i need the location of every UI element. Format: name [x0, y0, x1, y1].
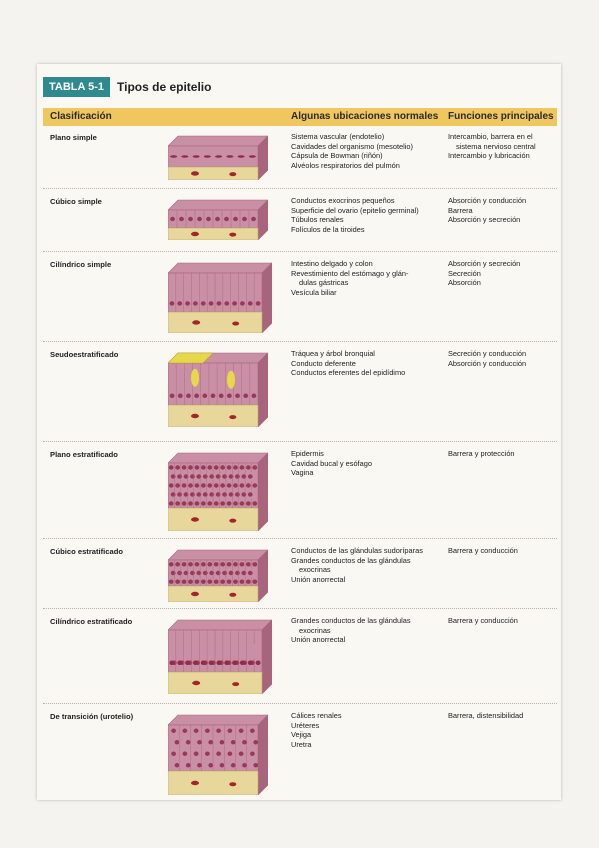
- location-line: Sistema vascular (endotelio): [291, 132, 385, 141]
- classification-cell: Cilíndrico estratificado: [50, 617, 133, 626]
- function-line: Secreción y conducción: [448, 349, 527, 358]
- table-sheet: [37, 64, 561, 800]
- location-line: Vesícula biliar: [291, 287, 337, 297]
- function-line: Barrera y conducción: [448, 616, 518, 625]
- classification-cell: Seudoestratificado: [50, 350, 119, 359]
- stratified-columnar-epithelium-icon: [168, 616, 272, 694]
- function-line: Barrera y protección: [448, 449, 515, 458]
- function-line: Absorción: [448, 278, 481, 288]
- location-line: Epidermis: [291, 449, 324, 458]
- locations-cell: [291, 132, 446, 170]
- table-title: Tipos de epitelio: [117, 80, 212, 94]
- function-line: Absorción y conducción: [448, 358, 527, 368]
- functions-cell: [448, 546, 556, 556]
- location-line: Vejiga: [291, 730, 312, 740]
- locations-cell: [291, 349, 446, 378]
- header-functions: Funciones principales: [448, 111, 554, 122]
- functions-cell: [448, 449, 556, 459]
- location-line: Conducto deferente: [291, 358, 356, 368]
- row-divider: [43, 538, 557, 539]
- classification-cell: Cilíndrico simple: [50, 260, 112, 269]
- table-header: [43, 108, 557, 126]
- function-line: Absorción y secreción: [448, 215, 521, 225]
- functions-cell: [448, 259, 556, 288]
- locations-cell: [291, 546, 446, 584]
- location-line: Superficie del ovario (epitelio germinal): [291, 205, 419, 215]
- locations-cell: [291, 449, 446, 478]
- function-line: Absorción y conducción: [448, 196, 527, 205]
- location-line: Cálices renales: [291, 711, 342, 720]
- stratified-squamous-epithelium-icon: [168, 449, 268, 531]
- function-line: Barrera y conducción: [448, 546, 518, 555]
- location-line: Unión anorrectal: [291, 574, 346, 584]
- locations-cell: [291, 259, 446, 297]
- function-line: sistema nervioso central: [456, 141, 536, 151]
- header-locations: Algunas ubicaciones normales: [291, 111, 439, 122]
- location-line: dulas gástricas: [299, 278, 349, 288]
- simple-columnar-epithelium-icon: [168, 259, 272, 333]
- classification-cell: Cúbico simple: [50, 197, 102, 206]
- location-line: Cavidad bucal y esófago: [291, 458, 372, 468]
- functions-cell: [448, 349, 556, 368]
- function-line: Barrera: [448, 205, 473, 215]
- pseudostratified-epithelium-icon: [168, 349, 268, 427]
- row-divider: [43, 188, 557, 189]
- row-divider: [43, 703, 557, 704]
- locations-cell: [291, 711, 446, 749]
- transitional-epithelium-icon: [168, 711, 268, 795]
- function-line: Absorción y secreción: [448, 259, 521, 268]
- location-line: Intestino delgado y colon: [291, 259, 373, 268]
- location-line: Unión anorrectal: [291, 635, 346, 645]
- location-line: Vagina: [291, 468, 314, 478]
- location-line: Conductos eferentes del epidídimo: [291, 368, 406, 378]
- location-line: Grandes conductos de las glándulas: [291, 616, 411, 625]
- location-line: Uretra: [291, 739, 312, 749]
- function-line: Secreción: [448, 268, 481, 278]
- simple-squamous-epithelium-icon: [168, 132, 268, 180]
- classification-cell: Cúbico estratificado: [50, 547, 123, 556]
- row-divider: [43, 441, 557, 442]
- simple-cuboidal-epithelium-icon: [168, 196, 268, 240]
- classification-cell: De transición (urotelio): [50, 712, 134, 721]
- location-line: Cápsula de Bowman (riñón): [291, 151, 383, 161]
- row-divider: [43, 251, 557, 252]
- functions-cell: [448, 711, 556, 721]
- location-line: Cavidades del organismo (mesotelio): [291, 141, 414, 151]
- location-line: exocrinas: [299, 565, 331, 575]
- table-badge: TABLA 5-1: [43, 77, 110, 97]
- functions-cell: [448, 616, 556, 626]
- row-divider: [43, 341, 557, 342]
- locations-cell: [291, 196, 446, 234]
- classification-cell: Plano estratificado: [50, 450, 118, 459]
- location-line: Revestimiento del estómago y glán-: [291, 268, 409, 278]
- location-line: Conductos exocrinos pequeños: [291, 196, 395, 205]
- function-line: Barrera, distensibilidad: [448, 711, 524, 720]
- location-line: Grandes conductos de las glándulas: [291, 555, 411, 565]
- function-line: Intercambio, barrera en el: [448, 132, 533, 141]
- locations-cell: [291, 616, 446, 645]
- functions-cell: [448, 196, 556, 225]
- header-classification: Clasificación: [50, 111, 112, 122]
- functions-cell: [448, 132, 556, 161]
- row-divider: [43, 608, 557, 609]
- location-line: Alvéolos respiratorios del pulmón: [291, 160, 400, 170]
- location-line: Tráquea y árbol bronquial: [291, 349, 375, 358]
- location-line: Uréteres: [291, 720, 320, 730]
- classification-cell: Plano simple: [50, 133, 97, 142]
- location-line: Túbulos renales: [291, 215, 344, 225]
- location-line: Folículos de la tiroides: [291, 224, 365, 234]
- location-line: Conductos de las glándulas sudoríparas: [291, 546, 423, 555]
- location-line: exocrinas: [299, 625, 331, 635]
- function-line: Intercambio y lubricación: [448, 151, 530, 161]
- stratified-cuboidal-epithelium-icon: [168, 546, 268, 602]
